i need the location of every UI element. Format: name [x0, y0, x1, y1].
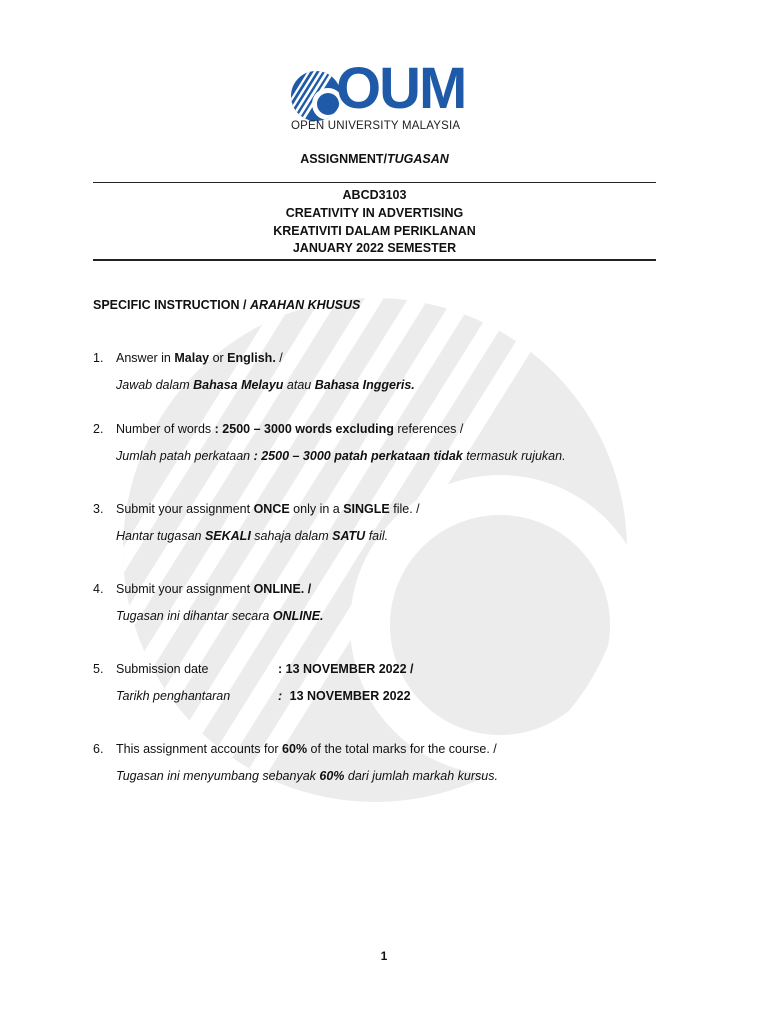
instruction-en: Answer in Malay or English. /: [116, 351, 283, 365]
oum-logo: [290, 56, 480, 138]
instruction-ms: Tugasan ini menyumbang sebanyak 60% dari jumlah markah kursus.: [116, 769, 498, 783]
instruction-ms: Jumlah patah perkataan : 2500 – 3000 patah perkataan tidak termasuk rujukan.: [116, 449, 566, 463]
semester: JANUARY 2022 SEMESTER: [292, 241, 457, 255]
course-code: ABCD3103: [342, 188, 407, 202]
course-title-en: CREATIVITY IN ADVERTISING: [285, 206, 464, 220]
instruction-en: Submit your assignment ONCE only in a SINGLE file. /: [116, 502, 420, 516]
logo-wordmark: OUM: [336, 56, 466, 121]
oum-globe-icon: [290, 70, 342, 122]
bottom-divider: [93, 259, 656, 261]
instruction-ms: Tarikh penghantaran : 13 NOVEMBER 2022: [116, 689, 411, 703]
assignment-title: ASSIGNMENT/TUGASAN: [300, 152, 449, 166]
instruction-en: Number of words : 2500 – 3000 words excluding references /: [116, 422, 464, 436]
instruction-ms: Tugasan ini dihantar secara ONLINE.: [116, 609, 324, 623]
oum-watermark-icon: [120, 295, 630, 805]
instruction-en: Submit your assignment ONLINE. /: [116, 582, 312, 596]
logo-subtitle: OPEN UNIVERSITY MALAYSIA: [291, 120, 461, 132]
instruction-en: Submission date : 13 NOVEMBER 2022 /: [116, 662, 414, 676]
specific-instruction-heading: SPECIFIC INSTRUCTION / ARAHAN KHUSUS: [93, 298, 361, 312]
instruction-ms: Hantar tugasan SEKALI sahaja dalam SATU fail.: [116, 529, 389, 543]
instruction-en: This assignment accounts for 60% of the total marks for the course. /: [116, 742, 497, 756]
top-divider: [93, 182, 656, 183]
page-number: 1: [380, 949, 388, 963]
instruction-ms: Jawab dalam Bahasa Melayu atau Bahasa Inggeris.: [116, 378, 415, 392]
document-page: OUM OPEN UNIVERSITY MALAYSIA ASSIGNMENT/TUGASAN ABCD3103 CREATIVITY IN ADVERTISING KREATIVITI DALAM PERIKLANAN JANUARY 2022 SEMESTER SPECIFIC INSTRUCTION / ARAHAN KHUSUS 1. Answer in Malay or English. / Jawab dalam Bahasa Melayu atau Bahasa Inggeris. 2. Number of words : 2500 – 3000 words excluding references / Jumlah patah perkataan : 2500 – 3000 patah perkataan tidak termasuk rujukan. 3. Submit your assignment ONCE only in a SINGLE file. / Hantar tugasan SEKALI sahaja dalam SATU fail. 4. Submit your assignment ONLINE. / Tugasan ini dihantar secara ONLINE. 5. Submission date : 13 NOVEMBER 2022 / Tarikh penghantaran : 13 NOVEMBER 2022 6. This assignment accounts for 60% of the total marks for the course. / Tugasan ini menyumbang sebanyak 60% dari jumlah markah kursus. 1: [0, 0, 768, 1024]
course-title-ms: KREATIVITI DALAM PERIKLANAN: [273, 224, 476, 238]
